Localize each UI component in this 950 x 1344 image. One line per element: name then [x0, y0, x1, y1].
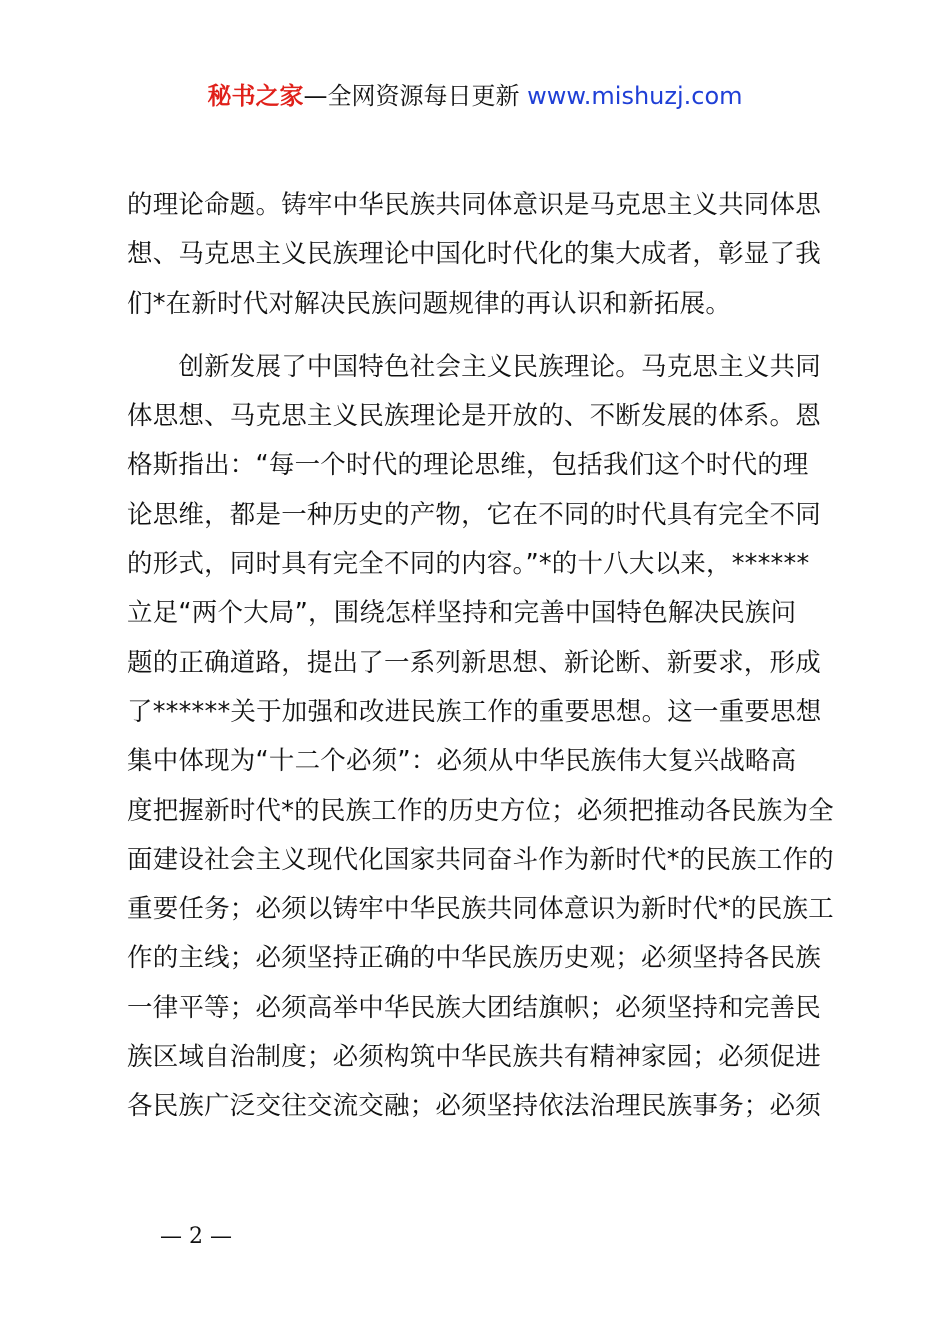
brand-name: 秘书之家: [207, 82, 304, 110]
text-line: 各民族广泛交往交流交融；必须坚持依法治理民族事务；必须: [127, 1091, 821, 1122]
text-line: 想、马克思主义民族理论中国化时代化的集大成者，彰显了我: [127, 239, 821, 270]
text-line: 了******关于加强和改进民族工作的重要思想。这一重要思想: [127, 696, 822, 727]
text-line: 题的正确道路，提出了一系列新思想、新论断、新要求，形成: [127, 647, 821, 678]
text-line: 作的主线；必须坚持正确的中华民族历史观；必须坚持各民族: [127, 943, 821, 974]
text-line: 的理论命题。铸牢中华民族共同体意识是马克思主义共同体思: [127, 190, 821, 220]
text-line: 立足“两个大局”，围绕怎样坚持和完善中国特色解决民族问: [127, 598, 797, 629]
text-line: 度把握新时代*的民族工作的历史方位；必须把推动各民族为全: [127, 795, 834, 826]
text-line: 面建设社会主义现代化国家共同奋斗作为新时代*的民族工作的: [127, 844, 834, 875]
document-body: [127, 181, 847, 1181]
paragraph: [127, 181, 847, 329]
text-line: [127, 1132, 847, 1181]
text-line: 一律平等；必须高举中华民族大团结旗帜；必须坚持和完善民: [127, 992, 821, 1023]
text-line: 创新发展了中国特色社会主义民族理论。马克思主义共同: [127, 351, 821, 382]
page-number: — 2 —: [160, 1224, 232, 1249]
text-line: 集中体现为“十二个必须”：必须从中华民族伟大复兴战略高: [127, 746, 797, 777]
site-url[interactable]: www.mishuzj.com: [527, 82, 743, 110]
paragraph-gap: [127, 329, 847, 343]
text-line: 格斯指出：“每一个时代的理论思维，包括我们这个时代的理: [127, 450, 809, 481]
text-line: 族区域自治制度；必须构筑中华民族共有精神家园；必须促进: [127, 1042, 821, 1073]
page-header: [0, 78, 950, 114]
text-line: 们*在新时代对解决民族问题规律的再认识和新拓展。: [127, 288, 732, 319]
text-line: 重要任务；必须以铸牢中华民族共同体意识为新时代*的民族工: [127, 894, 834, 925]
text-line: 的形式，同时具有完全不同的内容。”*的十八大以来，******: [127, 549, 810, 580]
paragraph: [127, 343, 847, 1181]
header-tagline: —全网资源每日更新: [303, 82, 528, 110]
text-line: 体思想、马克思主义民族理论是开放的、不断发展的体系。恩: [127, 401, 821, 432]
text-line: 论思维，都是一种历史的产物，它在不同的时代具有完全不同: [127, 499, 821, 530]
